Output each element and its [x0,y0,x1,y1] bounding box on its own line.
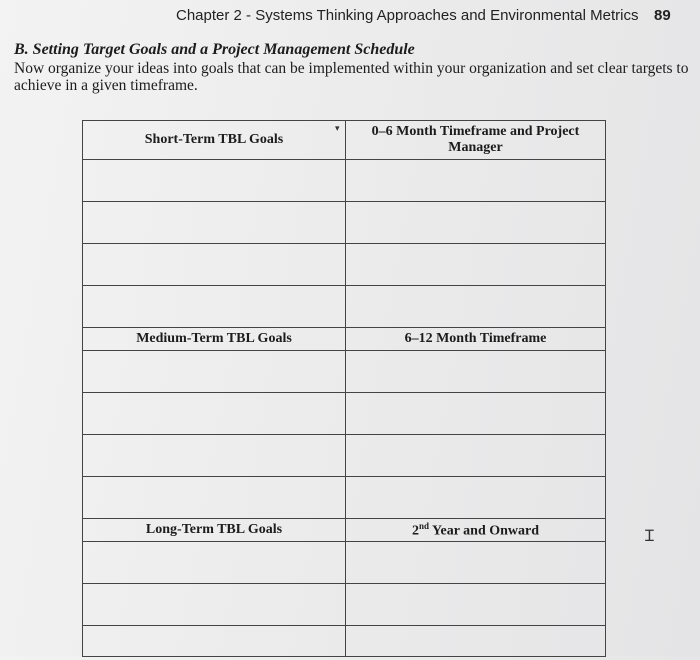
table-row [83,351,606,393]
short-goal-cell[interactable] [83,202,346,244]
medium-term-header-row [83,328,606,351]
year-number: 2 [411,523,419,539]
goals-table-container [82,120,606,660]
year-label: Year and Onward [428,523,540,539]
page-number: 89 [654,7,671,24]
section-title: B. Setting Target Goals and a Project Management Schedule [14,41,415,58]
long-timeframe-cell[interactable] [346,626,606,657]
short-timeframe-cell[interactable] [346,244,606,286]
medium-timeframe-cell[interactable] [346,435,606,477]
long-term-goals-header: Long-Term TBL Goals [83,519,346,542]
table-row [83,202,606,244]
long-term-timeframe-header [346,519,606,542]
medium-timeframe-cell[interactable] [346,477,606,519]
medium-goal-cell[interactable] [83,351,346,393]
section-instructions: Now organize your ideas into goals that can be implemented within your organization and set clear targets to achieve in a given timeframe. [14,60,689,94]
medium-goal-cell[interactable] [83,435,346,477]
table-row [83,286,606,328]
short-timeframe-cell[interactable] [346,286,606,328]
page-header [176,4,676,26]
short-goal-cell[interactable] [83,286,346,328]
table-row [83,477,606,519]
text-cursor-icon: Ɪ [645,526,654,545]
short-term-header-row [83,121,606,160]
table-row [83,584,606,626]
table-row [83,244,606,286]
chapter-title: Chapter 2 - Systems Thinking Approaches and Environmental Metrics [176,7,639,24]
table-row [83,160,606,202]
medium-timeframe-cell[interactable] [346,351,606,393]
medium-goal-cell[interactable] [83,393,346,435]
medium-timeframe-cell[interactable] [346,393,606,435]
medium-goal-cell[interactable] [83,477,346,519]
medium-term-timeframe-header: 6–12 Month Timeframe [346,328,606,351]
short-goal-cell[interactable] [83,160,346,202]
long-goal-cell[interactable] [83,626,346,657]
goals-table [82,120,606,657]
long-timeframe-cell[interactable] [346,584,606,626]
long-term-header-row [83,519,606,542]
long-goal-cell[interactable] [83,542,346,584]
short-timeframe-cell[interactable] [346,160,606,202]
table-row [83,393,606,435]
short-goal-cell[interactable] [83,244,346,286]
table-row [83,626,606,657]
ordinal-suffix: nd [418,520,429,531]
long-timeframe-cell[interactable] [346,542,606,584]
table-row [83,542,606,584]
table-row [83,435,606,477]
print-mark: ▾ [335,123,340,133]
short-term-goals-header: Short-Term TBL Goals [83,121,346,160]
medium-term-goals-header: Medium-Term TBL Goals [83,328,346,351]
short-timeframe-cell[interactable] [346,202,606,244]
long-goal-cell[interactable] [83,584,346,626]
short-term-timeframe-header: 0–6 Month Timeframe and Project Manager [346,121,606,160]
